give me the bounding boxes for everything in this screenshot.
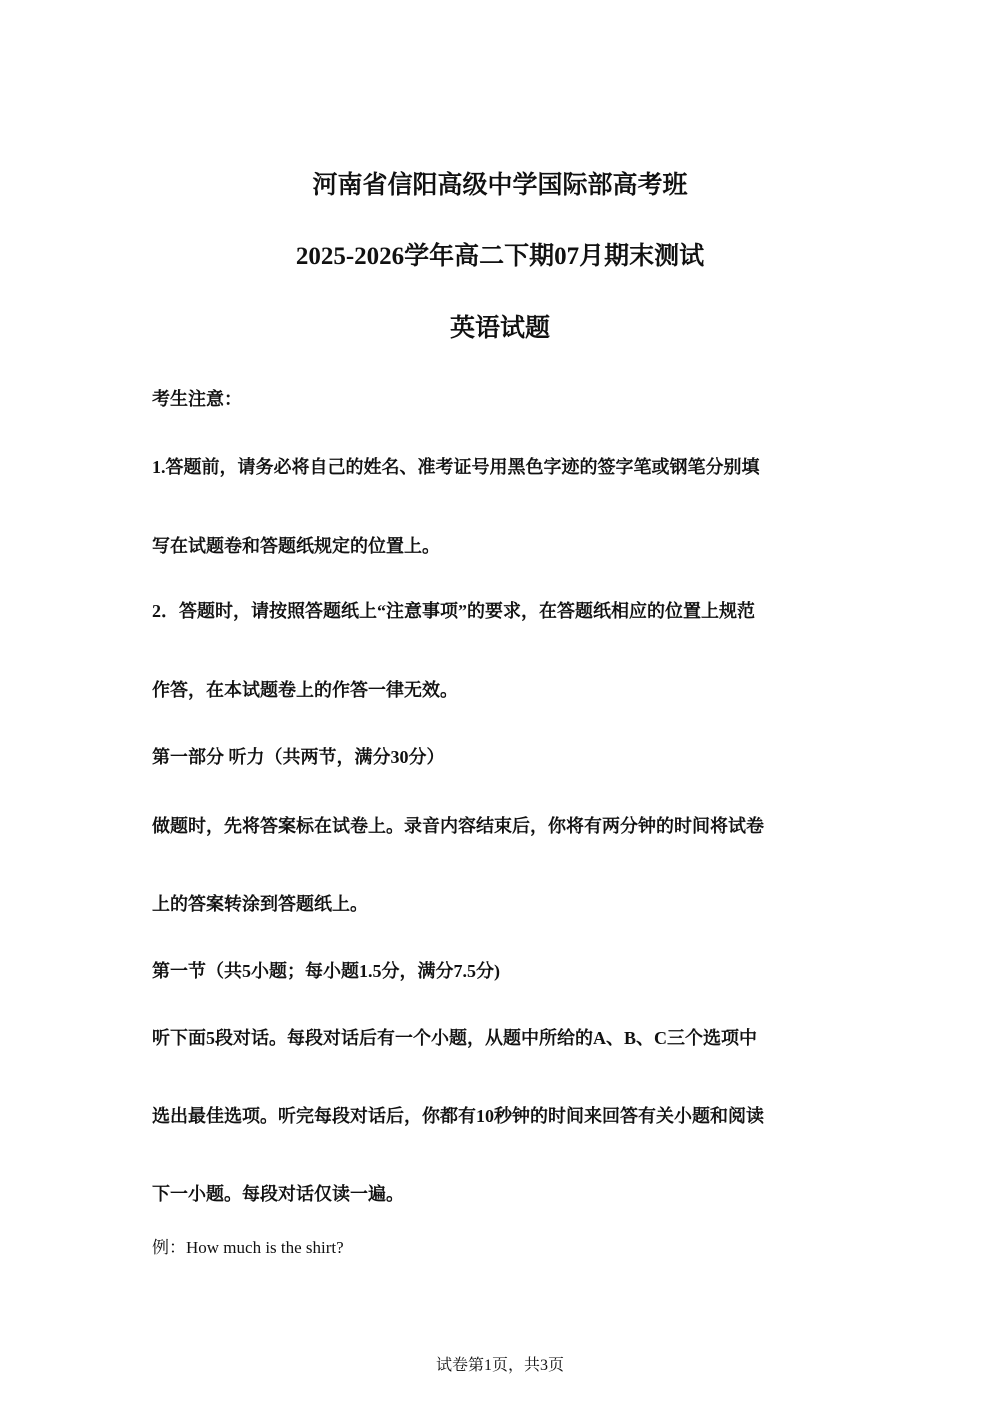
subject-title: 英语试题 bbox=[449, 315, 550, 342]
exam-term-title: 2025-2026学年高二下期07月期末测试 bbox=[295, 243, 705, 270]
notice-item2-line1: 2．答题时，请按照答题纸上“注意事项”的要求，在答题纸相应的位置上规范 bbox=[152, 601, 755, 621]
page-footer: 试卷第1页，共3页 bbox=[435, 1357, 564, 1374]
notice-heading: 考生注意： bbox=[152, 389, 242, 409]
part1-instruction-line2: 上的答案转涂到答题纸上。 bbox=[152, 894, 368, 914]
example-question: 例：How much is the shirt? bbox=[152, 1238, 344, 1257]
notice-item2-line2: 作答，在本试题卷上的作答一律无效。 bbox=[152, 680, 458, 700]
section1-instruction-line3: 下一小题。每段对话仅读一遍。 bbox=[152, 1184, 404, 1204]
section1-heading: 第一节（共5小题；每小题1.5分，满分7.5分) bbox=[152, 961, 500, 981]
school-title: 河南省信阳高级中学国际部高考班 bbox=[312, 172, 688, 199]
section1-instruction-line1: 听下面5段对话。每段对话后有一个小题，从题中所给的A、B、C三个选项中 bbox=[152, 1028, 758, 1048]
notice-item1-line2: 写在试题卷和答题纸规定的位置上。 bbox=[152, 536, 440, 556]
part1-heading: 第一部分 听力（共两节，满分30分） bbox=[152, 747, 445, 767]
notice-item1-line1: 1.答题前，请务必将自己的姓名、准考证号用黑色字迹的签字笔或钢笔分别填 bbox=[152, 457, 760, 477]
part1-instruction-line1: 做题时，先将答案标在试卷上。录音内容结束后，你将有两分钟的时间将试卷 bbox=[152, 816, 764, 836]
section1-instruction-line2: 选出最佳选项。听完每段对话后，你都有10秒钟的时间来回答有关小题和阅读 bbox=[152, 1106, 764, 1126]
